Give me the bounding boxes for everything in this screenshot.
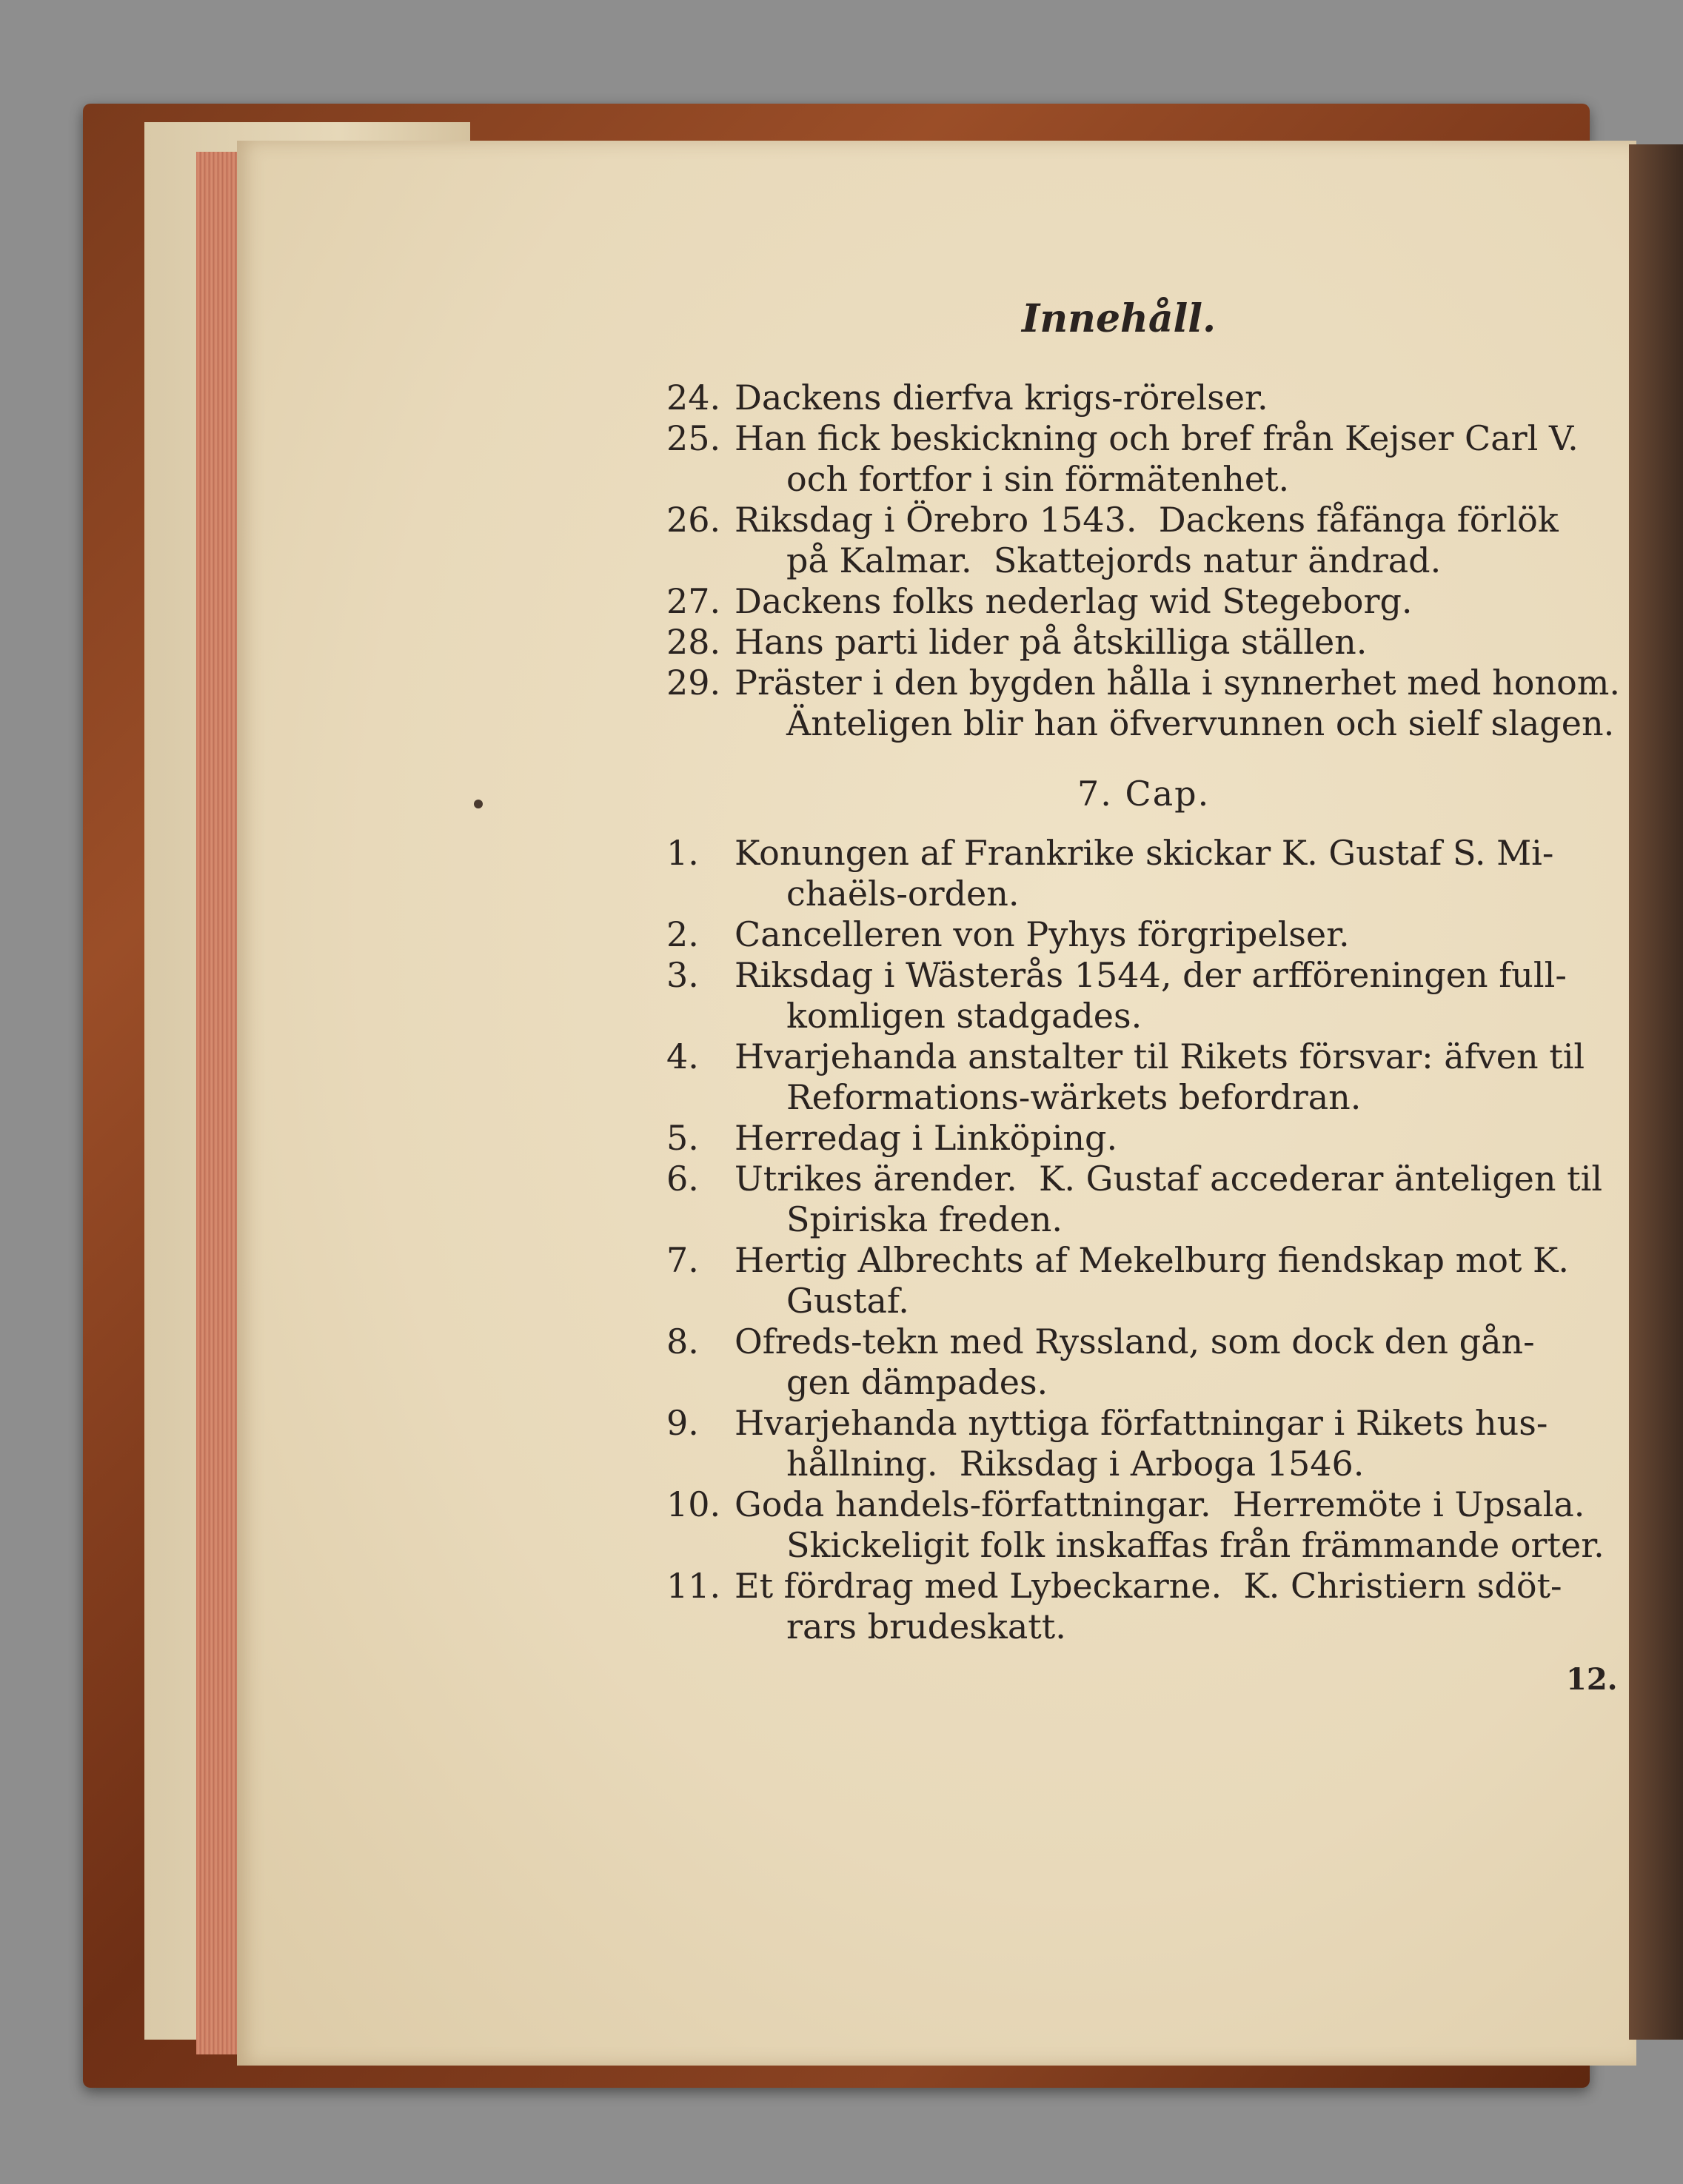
page-marker: 12. [1566,1662,1618,1697]
entry-28: 28. Hans parti lider på åtskilliga ställen. [666,622,1368,662]
facing-page-edge [1629,144,1683,2040]
chapter-entry-5: 5. Herredag i Linköping. [666,1118,1118,1158]
entry-26: 26. Riksdag i Örebro 1543. Dackens fåfänga förlök på Kalmar. Skattejords natur ändrad. [666,500,1559,580]
entry-24: 24. Dackens dierfva krigs-rörelser. [666,378,1268,418]
entry-25: 25. Han fick beskickning och bref från Kejser Carl V. och fortfor i sin förmätenhet. [666,418,1579,499]
chapter-entry-8: 8. Ofreds-tekn med Ryssland, som dock den gån- gen dämpades. [666,1322,1535,1402]
entry-29: 29. Präster i den bygden hålla i synnerhet med honom. Änteligen blir han öfvervunnen och sielf slagen. [666,663,1620,743]
chapter-heading: 7. Cap. [1077,774,1211,814]
chapter-entry-11: 11. Et fördrag med Lybeckarne. K. Christiern sdöt- rars brudeskatt. [666,1566,1562,1647]
page-text [666,0,1629,2184]
ink-spot [474,800,483,808]
chapter-entry-6: 6. Utrikes ärender. K. Gustaf accederar änteligen til Spiriska freden. [666,1159,1603,1239]
entry-27: 27. Dackens folks nederlag wid Stegeborg. [666,581,1413,621]
chapter-entry-1: 1. Konungen af Frankrike skickar K. Gustaf S. Mi- chaëls-orden. [666,833,1554,914]
chapter-entry-2: 2. Cancelleren von Pyhys förgripelser. [666,914,1350,954]
page-title: Innehåll. [1022,296,1217,341]
chapter-entry-10: 10. Goda handels-författningar. Herremöte i Upsala. Skickeligit folk inskaffas från främmande orter. [666,1484,1605,1565]
chapter-entry-4: 4. Hvarjehanda anstalter til Rikets försvar: äfven til Reformations-wärkets befordran. [666,1036,1585,1117]
chapter-entry-3: 3. Riksdag i Wästerås 1544, der arfföreningen full- komligen stadgades. [666,955,1567,1036]
chapter-entry-9: 9. Hvarjehanda nyttiga författningar i Rikets hus- hållning. Riksdag i Arboga 1546. [666,1403,1548,1484]
chapter-entry-7: 7. Hertig Albrechts af Mekelburg fiendskap mot K. Gustaf. [666,1240,1569,1321]
